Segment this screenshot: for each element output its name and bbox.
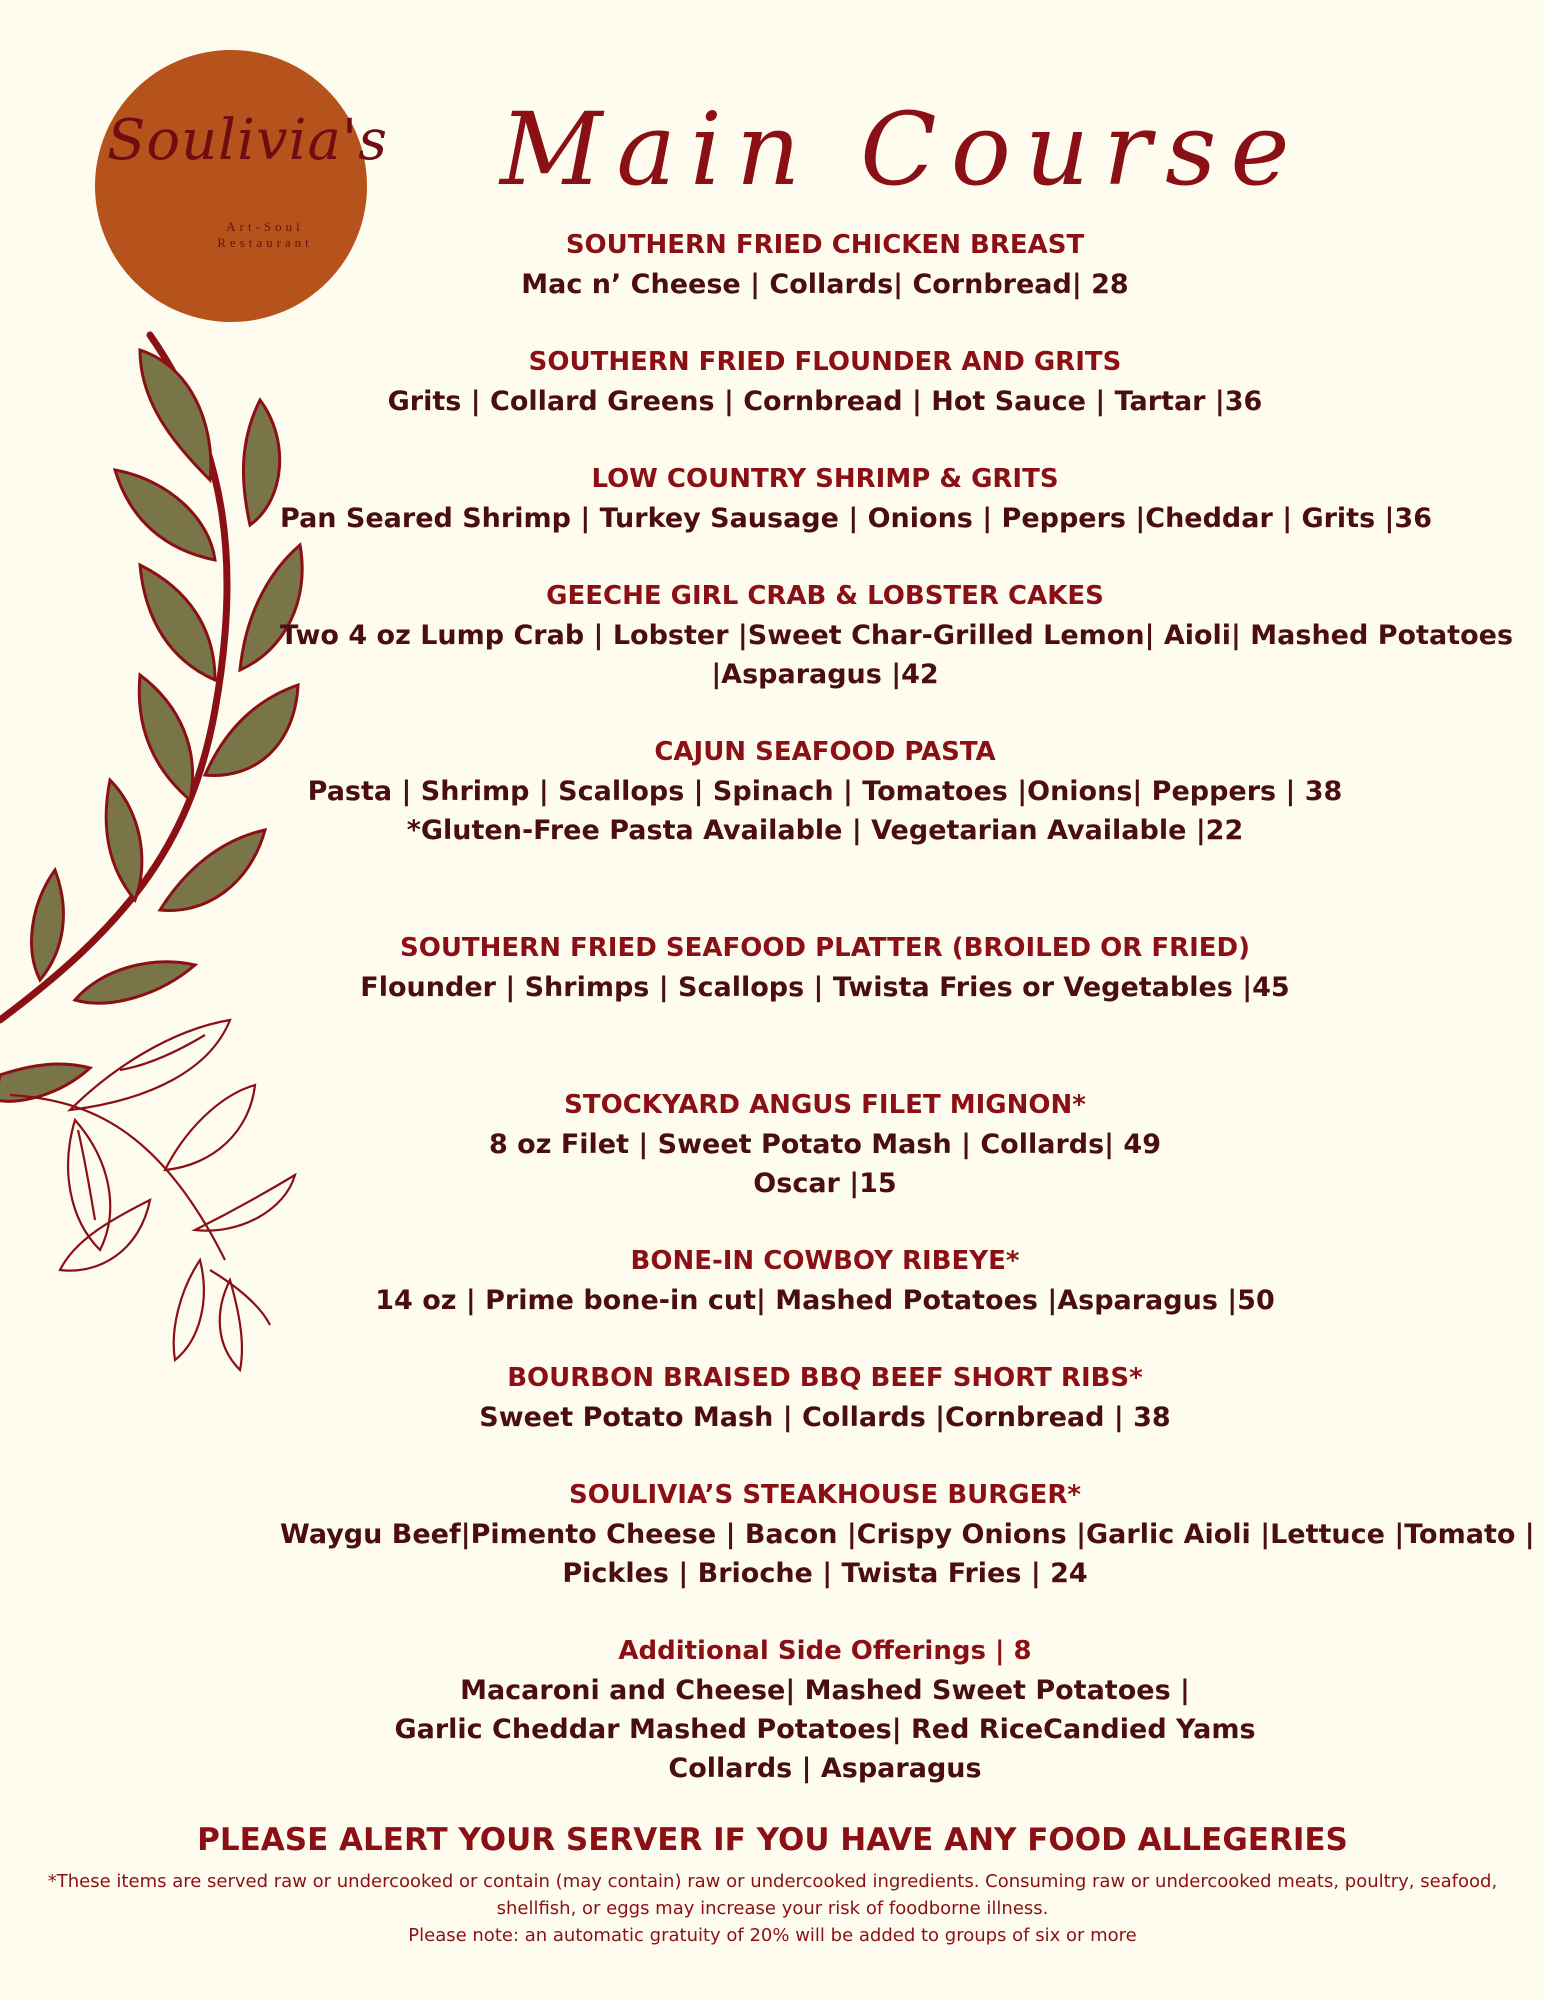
menu-item	[280, 342, 1370, 421]
menu-item-description: |Asparagus |42	[711, 659, 939, 690]
menu-item-description: Two 4 oz Lump Crab | Lobster |Sweet Char-Grilled Lemon| Aioli| Mashed Potatoes	[280, 620, 1514, 651]
footnote-line: Please note: an automatic gratuity of 20% will be added to groups of six or more	[408, 1925, 1137, 1946]
menu-item-name: GEECHE GIRL CRAB & LOBSTER CAKES	[546, 581, 1104, 611]
menu-item	[280, 225, 1370, 304]
menu-item-description: Macaroni and Cheese| Mashed Sweet Potatoes |	[460, 1675, 1190, 1706]
menu-item-description: Pan Seared Shrimp | Turkey Sausage | Onions | Peppers |Cheddar | Grits |36	[280, 503, 1432, 534]
menu-item-name: SOUTHERN FRIED FLOUNDER AND GRITS	[528, 347, 1122, 377]
menu-item-description: 8 oz Filet | Sweet Potato Mash | Collards| 49	[488, 1129, 1161, 1160]
footnote-line: shellfish, or eggs may increase your risk of foodborne illness.	[496, 1898, 1049, 1919]
menu-item-sides	[280, 1631, 1370, 1788]
menu-item	[280, 732, 1370, 850]
menu-item-description: Garlic Cheddar Mashed Potatoes| Red RiceCandied Yams	[394, 1714, 1256, 1745]
menu-item-description: 14 oz | Prime bone-in cut| Mashed Potatoes |Asparagus |50	[375, 1285, 1275, 1316]
logo-tagline-1: Art-Soul	[226, 219, 304, 234]
menu-item-description: Oscar |15	[753, 1168, 897, 1199]
menu-item-name: BONE-IN COWBOY RIBEYE*	[630, 1246, 1020, 1276]
menu-item-description: Flounder | Shrimps | Scallops | Twista Fries or Vegetables |45	[360, 972, 1290, 1003]
menu-item-description: Collards | Asparagus	[668, 1753, 982, 1784]
menu-item	[280, 1475, 1535, 1593]
menu-item-description: Waygu Beef|Pimento Cheese | Bacon |Crispy Onions |Garlic Aioli |Lettuce |Tomato |	[280, 1519, 1535, 1550]
menu-item-name: LOW COUNTRY SHRIMP & GRITS	[591, 464, 1059, 494]
menu-item	[280, 459, 1432, 538]
menu-list	[0, 225, 1545, 1788]
menu-item-name: SOUTHERN FRIED CHICKEN BREAST	[565, 230, 1085, 260]
menu-item-description: Pickles | Brioche | Twista Fries | 24	[562, 1558, 1088, 1589]
footnote	[0, 1868, 1545, 1949]
menu-item-description: Pasta | Shrimp | Scallops | Spinach | Tomatoes |Onions| Peppers | 38	[307, 776, 1343, 807]
menu-item-name: SOUTHERN FRIED SEAFOOD PLATTER (BROILED OR FRIED)	[399, 933, 1251, 963]
footnote-line: *These items are served raw or undercooked or contain (may contain) raw or undercooked ingredients. Consuming raw or undercooked meats, poultry, seafood,	[47, 1871, 1498, 1892]
allergy-notice: PLEASE ALERT YOUR SERVER IF YOU HAVE ANY FOOD ALLEGERIES	[197, 1822, 1348, 1858]
menu-item-description: Sweet Potato Mash | Collards |Cornbread | 38	[479, 1402, 1171, 1433]
menu-item-description: Mac n’ Cheese | Collards| Cornbread| 28	[521, 269, 1129, 300]
menu-item	[280, 928, 1370, 1007]
menu-item-description: *Gluten-Free Pasta Available | Vegetarian Available |22	[406, 815, 1244, 846]
logo-tagline-2: Restaurant	[217, 235, 313, 250]
menu-item-description: Grits | Collard Greens | Cornbread | Hot Sauce | Tartar |36	[387, 386, 1263, 417]
logo-script-name: Soulivia's	[107, 108, 389, 173]
menu-item-name: STOCKYARD ANGUS FILET MIGNON*	[564, 1090, 1086, 1120]
menu-item	[280, 1241, 1370, 1320]
menu-item-name: BOURBON BRAISED BBQ BEEF SHORT RIBS*	[507, 1363, 1143, 1393]
menu-item	[280, 1358, 1370, 1437]
menu-item-name: SOULIVIA’S STEAKHOUSE BURGER*	[568, 1480, 1082, 1510]
page-title: Main Course	[500, 91, 1304, 208]
menu-item	[280, 1085, 1370, 1203]
menu-item-name: CAJUN SEAFOOD PASTA	[654, 737, 996, 767]
menu-item-name: Additional Side Offerings | 8	[618, 1636, 1032, 1666]
menu-item	[280, 576, 1514, 694]
